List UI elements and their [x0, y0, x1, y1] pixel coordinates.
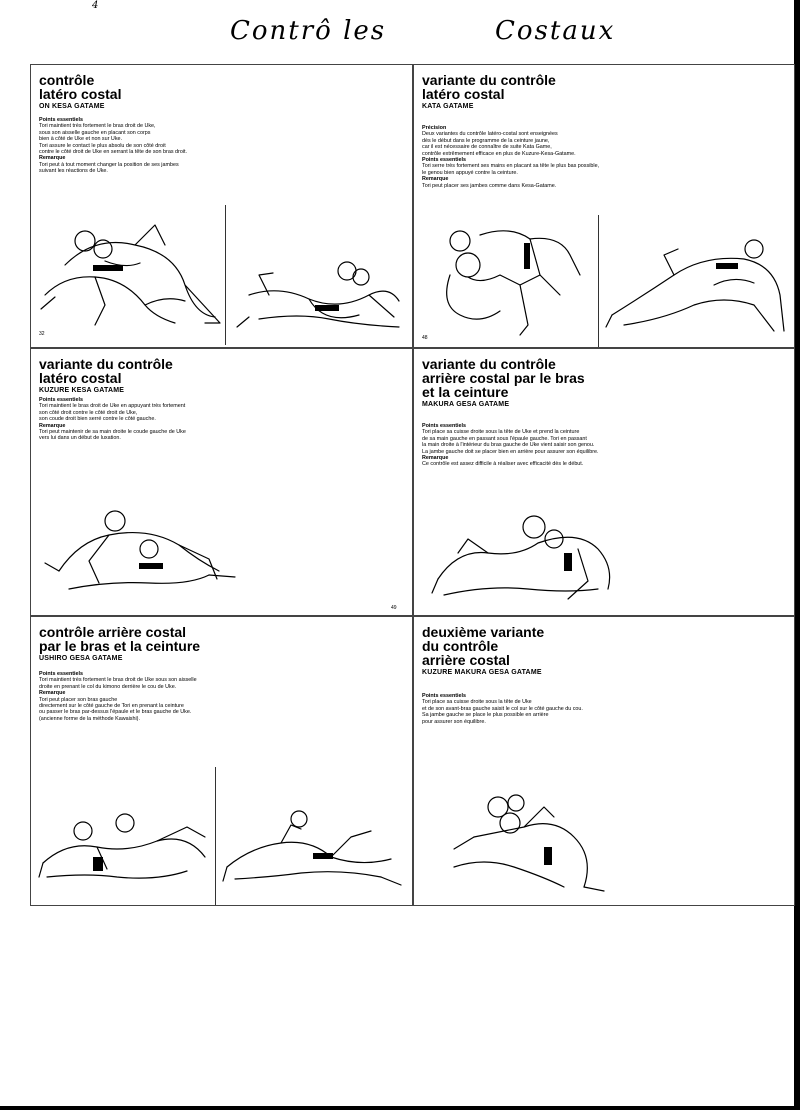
body-line: Ce contrôle est assez difficile à réaliser avec efficacité dès le début. [422, 461, 584, 468]
judo-illustration [604, 235, 790, 339]
panel-subtitle: USHIRO GESA GATAME [39, 655, 123, 662]
panel-subtitle: MAKURA GESA GATAME [422, 401, 510, 408]
panel-subtitle: KATA GATAME [422, 103, 474, 110]
panel-title [422, 73, 556, 111]
panel-body [39, 397, 339, 442]
panel-title-line: variante du contrôle [39, 356, 173, 372]
panel-title [39, 625, 200, 663]
panel-title-line: contrôle arrière costal [39, 624, 187, 640]
panel-body [422, 423, 722, 468]
panel-title-line: et la ceinture [422, 384, 509, 400]
judo-illustration [39, 501, 239, 601]
technique-grid [30, 64, 795, 906]
panel-title-line: variante du contrôle [422, 356, 556, 372]
panel-title-line: latéro costal [39, 86, 122, 102]
judo-illustration [428, 509, 628, 605]
panel-subtitle: ON KESA GATAME [39, 103, 105, 110]
body-heading: Remarque [39, 690, 66, 697]
technique-panel-ushiro-gesa-gatame [30, 616, 413, 906]
panel-title-line: variante du contrôle [422, 72, 556, 88]
panel-body [422, 693, 722, 725]
panel-title-line: arrière costal [422, 652, 510, 668]
body-line: Tori maintient le bras droit de Uke en appuyant très fortement [39, 403, 186, 410]
body-line: dès le début dans le programme de la ceinture jaune, [422, 137, 550, 144]
panel-title-line: contrôle [39, 72, 95, 88]
figure-divider [598, 215, 599, 348]
page-number: 48 [422, 335, 428, 341]
body-heading: Remarque [422, 176, 449, 183]
body-line: bien à côté de Uke et non sur Uke. [39, 136, 123, 143]
panel-subtitle: KUZURE KESA GATAME [39, 387, 125, 394]
panel-body [39, 117, 339, 175]
body-line: Tori peut placer son bras gauche [39, 696, 118, 703]
figure-divider [225, 205, 226, 345]
body-line: Tori serre très fortement ses mains en placant sa tête le plus bas possible, [422, 163, 600, 170]
technique-panel-kata-gatame [413, 64, 795, 348]
panel-title [422, 357, 585, 409]
body-heading: Remarque [422, 455, 449, 462]
judo-illustration [420, 215, 590, 339]
scan-edge-bottom [0, 1106, 800, 1110]
figure-divider [215, 767, 216, 906]
panel-title-line: deuxième variante [422, 624, 545, 640]
body-line: Tori peut placer ses jambes comme dans Kesa-Gatame. [422, 182, 557, 189]
body-line: de sa main gauche en passant sous l'épaule gauche. Tori en passant [422, 435, 587, 442]
body-line: pour assurer son équilibre. [422, 718, 486, 725]
body-line: Tori peut maintenir de sa main droite le coude gauche de Uke [39, 429, 186, 436]
technique-panel-kuzure-kesa-gatame [30, 348, 413, 616]
body-line: droite en prenant le col du kimono derrière le cou de Uke. [39, 683, 177, 690]
body-line: Tori assure le contact le plus absolu de son côté droit [39, 142, 166, 149]
panel-body [422, 125, 662, 189]
body-line: la main droite à l'intérieur du bras gauche de Uke vient saisir son genou. [422, 442, 595, 449]
handwritten-title [230, 14, 650, 54]
body-heading: Points essentiels [422, 423, 467, 429]
body-line: La jambe gauche doit se placer bien en arrière pour assurer son équilibre. [422, 448, 599, 455]
body-line: Tori place sa cuisse droite sous la tête de Uke [422, 699, 532, 706]
body-line: ou passer le bras par-dessus l'épaule et le bras gauche de Uke. [39, 709, 192, 716]
panel-title-line: par le bras et la ceinture [39, 638, 201, 654]
body-line: Deux variantes du contrôle latéro-costal sont enseignées [422, 131, 558, 138]
page-number: 32 [39, 331, 45, 337]
panel-body [39, 671, 339, 722]
body-line: car il est nécessaire de connaître de suite Kata Game, [422, 144, 552, 151]
panel-title-line: du contrôle [422, 638, 499, 654]
body-heading: Points essentiels [39, 671, 84, 677]
panel-title-line: latéro costal [39, 370, 122, 386]
body-line: Tori peut à tout moment changer la position de ses jambes [39, 161, 179, 168]
body-line: sous son aisselle gauche en placant son corps [39, 129, 151, 136]
handwritten-title-part-1: Contrô les [230, 16, 387, 46]
body-heading: Points essentiels [422, 157, 467, 164]
panel-title [39, 357, 173, 395]
body-line: contrôle extrêmement efficace en plus de Kuzure-Kesa-Gatame. [422, 150, 576, 157]
body-heading: Points essentiels [39, 397, 84, 403]
body-heading: Points essentiels [422, 693, 467, 699]
body-line: son coude droit bien serré contre le côté gauche. [39, 416, 156, 423]
technique-panel-on-kesa-gatame [30, 64, 413, 348]
body-line: Tori maintient très fortement le bras droit de Uke, [39, 123, 156, 130]
panel-title [422, 625, 544, 677]
body-line: (ancienne forme de la méthode Kawaishi). [39, 715, 140, 722]
judo-illustration [37, 797, 213, 897]
body-line: et de son avant-bras gauche saisit le col sur le côté gauche du cou. [422, 705, 583, 712]
body-line: vers lui dans un début de luxation. [39, 435, 121, 442]
body-line: le genou bien appuyé contre la ceinture. [422, 169, 518, 176]
page-number: 49 [391, 605, 397, 611]
judo-illustration [35, 205, 225, 335]
panel-title-line: arrière costal par le bras [422, 370, 585, 386]
body-heading: Points essentiels [39, 117, 84, 123]
body-line: son côté droit contre le côté droit de Uke, [39, 409, 138, 416]
judo-illustration [434, 787, 634, 897]
handwritten-title-part-2: Costaux [495, 16, 616, 46]
panel-subtitle: KUZURE MAKURA GESA GATAME [422, 669, 542, 676]
judo-illustration [229, 255, 409, 335]
body-line: directement sur le côté gauche de Tori en prenant la ceinture [39, 703, 184, 710]
body-line: Tori maintient très fortement le bras droit de Uke sous son aisselle [39, 677, 197, 684]
body-line: contre le côté droit de Uke en serrant la tête de son bras droit. [39, 149, 188, 156]
body-heading: Remarque [39, 422, 66, 429]
body-heading: Précision [422, 125, 447, 131]
panel-title [39, 73, 121, 111]
page-mark: 4 [92, 0, 99, 11]
body-line: Sa jambe gauche se place le plus possible en arrière [422, 712, 549, 719]
body-line: suivant les réactions de Uke. [39, 168, 108, 175]
technique-panel-kuzure-makura-gesa-gatame [413, 616, 795, 906]
panel-title-line: latéro costal [422, 86, 505, 102]
technique-panel-makura-gesa-gatame [413, 348, 795, 616]
judo-illustration [221, 807, 407, 897]
body-line: Tori place sa cuisse droite sous la tête de Uke et prend la ceinture [422, 429, 580, 436]
body-heading: Remarque [39, 155, 66, 162]
